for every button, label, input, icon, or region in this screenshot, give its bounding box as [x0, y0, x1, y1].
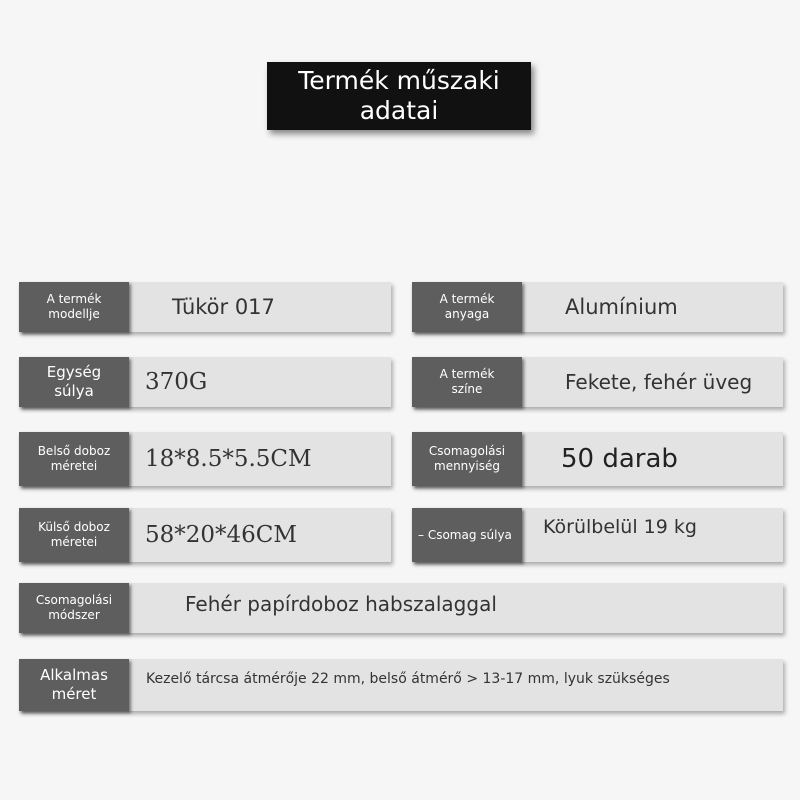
spec-row-suitable-size	[19, 659, 783, 711]
spec-value-unit-weight: 370G	[145, 369, 208, 395]
spec-row-material	[412, 282, 783, 332]
spec-row-outer-box	[19, 508, 391, 562]
spec-label-suitable-size: Alkalmas méret	[19, 659, 129, 711]
spec-value-inner-box: 18*8.5*5.5CM	[145, 446, 312, 472]
spec-row-model	[19, 282, 391, 332]
spec-label-pack-method: Csomagolási módszer	[19, 583, 129, 633]
spec-label-pack-qty: Csomagolási mennyiség	[412, 432, 522, 486]
spec-row-pack-qty	[412, 432, 783, 486]
spec-value-model: Tükör 017	[172, 295, 275, 319]
spec-value-pack-weight: Körülbelül 19 kg	[543, 516, 697, 538]
spec-label-outer-box: Külső doboz méretei	[19, 508, 129, 562]
spec-label-inner-box: Belső doboz méretei	[19, 432, 129, 486]
spec-row-color	[412, 357, 783, 407]
page-title: Termék műszaki adatai	[267, 62, 531, 130]
spec-label-material: A termék anyaga	[412, 282, 522, 332]
spec-value-color: Fekete, fehér üveg	[565, 370, 753, 394]
spec-value-outer-box: 58*20*46CM	[145, 522, 297, 548]
spec-row-pack-weight	[412, 508, 783, 562]
spec-label-model: A termék modellje	[19, 282, 129, 332]
spec-label-color: A termék színe	[412, 357, 522, 407]
spec-label-pack-weight: – Csomag súlya	[412, 508, 522, 562]
spec-value-suitable-size: Kezelő tárcsa átmérője 22 mm, belső átmérő > 13-17 mm, lyuk szükséges	[146, 671, 670, 687]
spec-value-material: Alumínium	[565, 295, 678, 319]
spec-value-pack-method: Fehér papírdoboz habszalaggal	[185, 592, 497, 616]
spec-value-pack-qty: 50 darab	[561, 444, 678, 474]
spec-row-pack-method	[19, 583, 783, 633]
spec-label-unit-weight: Egység súlya	[19, 357, 129, 407]
spec-row-inner-box	[19, 432, 391, 486]
spec-row-unit-weight	[19, 357, 391, 407]
